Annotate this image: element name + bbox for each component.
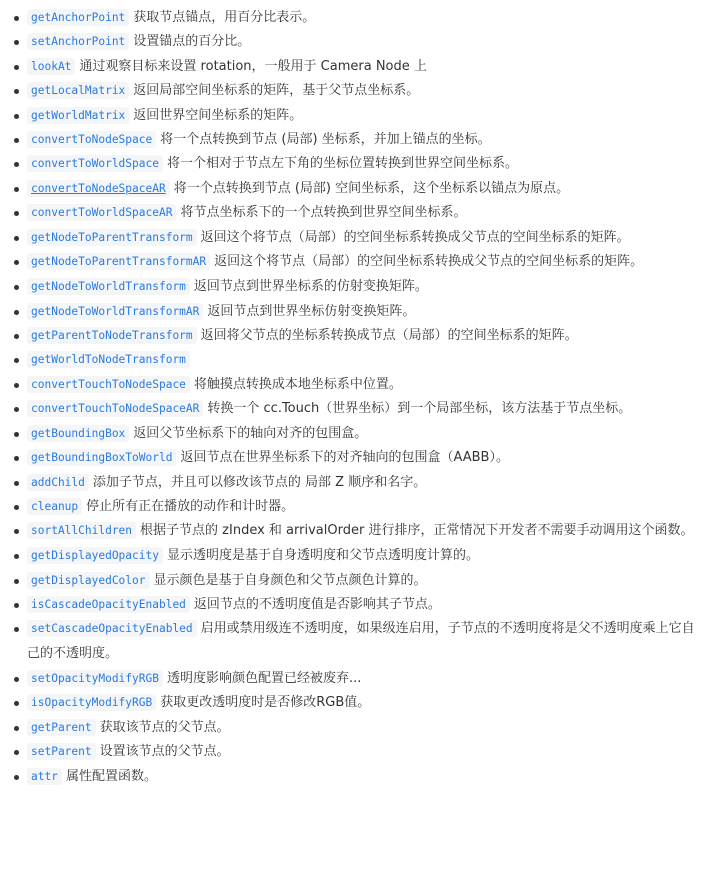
method-description: 通过观察目标来设置 rotation，一般用于 Camera Node 上 bbox=[79, 58, 427, 74]
method-description: 返回这个将节点（局部）的空间坐标系转换成父节点的空间坐标系的矩阵。 bbox=[200, 229, 630, 245]
method-name[interactable]: setOpacityModifyRGB bbox=[27, 670, 163, 687]
method-description: 根据子节点的 zIndex 和 arrivalOrder 进行排序，正常情况下开发者不需要手动调用这个函数。 bbox=[140, 523, 694, 539]
method-description: 停止所有正在播放的动作和计时器。 bbox=[86, 498, 295, 514]
list-item bbox=[0, 519, 720, 544]
list-item bbox=[0, 104, 720, 128]
list-item bbox=[0, 765, 720, 789]
method-name[interactable]: setCascadeOpacityEnabled bbox=[27, 620, 197, 637]
list-item bbox=[0, 30, 720, 54]
method-name[interactable]: getParentToNodeTransform bbox=[27, 327, 197, 344]
list-item bbox=[0, 201, 720, 225]
method-name[interactable]: convertToWorldSpace bbox=[27, 155, 163, 172]
list-item bbox=[0, 226, 720, 251]
list-item bbox=[0, 275, 720, 299]
method-name[interactable]: convertTouchToNodeSpace bbox=[27, 376, 190, 393]
method-name[interactable]: getBoundingBoxToWorld bbox=[27, 449, 176, 466]
method-name[interactable]: convertToNodeSpaceAR bbox=[27, 180, 170, 197]
method-name[interactable]: getNodeToWorldTransform bbox=[27, 278, 190, 295]
method-description: 透明度影响颜色配置已经被废弃... bbox=[166, 670, 362, 686]
method-description: 设置锚点的百分比。 bbox=[133, 34, 251, 50]
method-description: 获取更改透明度时是否修改RGB值。 bbox=[160, 695, 371, 711]
method-name[interactable]: setAnchorPoint bbox=[27, 33, 129, 50]
list-item bbox=[0, 569, 720, 593]
method-description: 将一个点转换到节点 (局部) 坐标系，并加上锚点的坐标。 bbox=[160, 132, 491, 148]
method-name[interactable]: getNodeToParentTransform bbox=[27, 229, 197, 246]
list-item bbox=[0, 152, 720, 176]
method-description: 显示颜色是基于自身颜色和父节点颜色计算的。 bbox=[153, 572, 427, 588]
method-description: 获取该节点的父节点。 bbox=[99, 719, 230, 735]
list-item bbox=[0, 55, 720, 79]
method-name[interactable]: setParent bbox=[27, 743, 96, 760]
method-description: 返回节点到世界坐标系的仿射变换矩阵。 bbox=[193, 279, 428, 295]
method-description: 返回节点在世界坐标系下的对齐轴向的包围盒（AABB）。 bbox=[180, 450, 509, 466]
list-item bbox=[0, 544, 720, 568]
method-name[interactable]: getBoundingBox bbox=[27, 425, 129, 442]
method-name[interactable]: convertTouchToNodeSpaceAR bbox=[27, 400, 203, 417]
method-name[interactable]: addChild bbox=[27, 474, 89, 491]
method-description: 转换一个 cc.Touch（世界坐标）到一个局部坐标，该方法基于节点坐标。 bbox=[207, 401, 632, 417]
list-item bbox=[0, 422, 720, 446]
method-name[interactable]: convertToWorldSpaceAR bbox=[27, 204, 176, 221]
method-name[interactable]: getDisplayedOpacity bbox=[27, 547, 163, 564]
method-description: 获取节点锚点，用百分比表示。 bbox=[133, 10, 316, 25]
list-item bbox=[0, 6, 720, 30]
method-name[interactable]: convertToNodeSpace bbox=[27, 131, 156, 148]
list-item bbox=[0, 177, 720, 201]
list-item bbox=[0, 667, 720, 691]
method-description: 将一个相对于节点左下角的坐标位置转换到世界空间坐标系。 bbox=[166, 156, 518, 172]
list-item bbox=[0, 128, 720, 152]
list-item bbox=[0, 373, 720, 397]
list-item bbox=[0, 716, 720, 740]
method-name[interactable]: getAnchorPoint bbox=[27, 9, 129, 26]
method-description: 添加子节点，并且可以修改该节点的 局部 Z 顺序和名字。 bbox=[92, 474, 427, 490]
method-name[interactable]: isCascadeOpacityEnabled bbox=[27, 596, 190, 613]
method-description: 将节点坐标系下的一个点转换到世界空间坐标系。 bbox=[180, 205, 467, 221]
method-description: 返回节点到世界坐标仿射变换矩阵。 bbox=[207, 303, 416, 319]
list-item bbox=[0, 348, 720, 372]
list-item bbox=[0, 593, 720, 617]
method-name[interactable]: getWorldToNodeTransform bbox=[27, 351, 190, 368]
method-description: 显示透明度是基于自身透明度和父节点透明度计算的。 bbox=[166, 548, 479, 564]
method-description: 返回局部空间坐标系的矩阵，基于父节点坐标系。 bbox=[133, 83, 420, 99]
method-name[interactable]: getParent bbox=[27, 719, 96, 736]
method-description: 将触摸点转换成本地坐标系中位置。 bbox=[193, 376, 402, 392]
method-name[interactable]: getNodeToParentTransformAR bbox=[27, 253, 210, 270]
list-item bbox=[0, 740, 720, 764]
method-name[interactable]: sortAllChildren bbox=[27, 522, 136, 539]
method-description: 属性配置函数。 bbox=[65, 768, 157, 784]
method-description: 返回这个将节点（局部）的空间坐标系转换成父节点的空间坐标系的矩阵。 bbox=[214, 254, 644, 270]
method-description: 设置该节点的父节点。 bbox=[99, 744, 230, 760]
list-item bbox=[0, 324, 720, 348]
list-item bbox=[0, 397, 720, 421]
list-item bbox=[0, 495, 720, 519]
method-name[interactable]: getWorldMatrix bbox=[27, 107, 129, 124]
method-description: 返回将父节点的坐标系转换成节点（局部）的空间坐标系的矩阵。 bbox=[200, 328, 578, 344]
method-name[interactable]: getLocalMatrix bbox=[27, 82, 129, 99]
method-name[interactable]: attr bbox=[27, 768, 62, 785]
method-name[interactable]: getDisplayedColor bbox=[27, 572, 150, 589]
list-item bbox=[0, 446, 720, 470]
list-item bbox=[0, 300, 720, 324]
method-name[interactable]: cleanup bbox=[27, 498, 82, 515]
list-item bbox=[0, 691, 720, 715]
list-item bbox=[0, 471, 720, 495]
method-description: 返回父节坐标系下的轴向对齐的包围盒。 bbox=[133, 425, 368, 441]
list-item bbox=[0, 250, 720, 275]
method-name[interactable]: isOpacityModifyRGB bbox=[27, 694, 156, 711]
list-item bbox=[0, 79, 720, 103]
method-description: 返回节点的不透明度值是否影响其子节点。 bbox=[193, 596, 441, 612]
method-description: 启用或禁用级连不透明度，如果级连启用，子节点的不透明度将是父不透明度乘上它自己的不透明度。 bbox=[27, 621, 695, 662]
method-name[interactable]: lookAt bbox=[27, 58, 75, 75]
method-description: 将一个点转换到节点 (局部) 空间坐标系，这个坐标系以锚点为原点。 bbox=[173, 180, 570, 196]
list-item bbox=[0, 617, 720, 667]
method-name[interactable]: getNodeToWorldTransformAR bbox=[27, 303, 203, 320]
method-description: 返回世界空间坐标系的矩阵。 bbox=[133, 107, 303, 123]
